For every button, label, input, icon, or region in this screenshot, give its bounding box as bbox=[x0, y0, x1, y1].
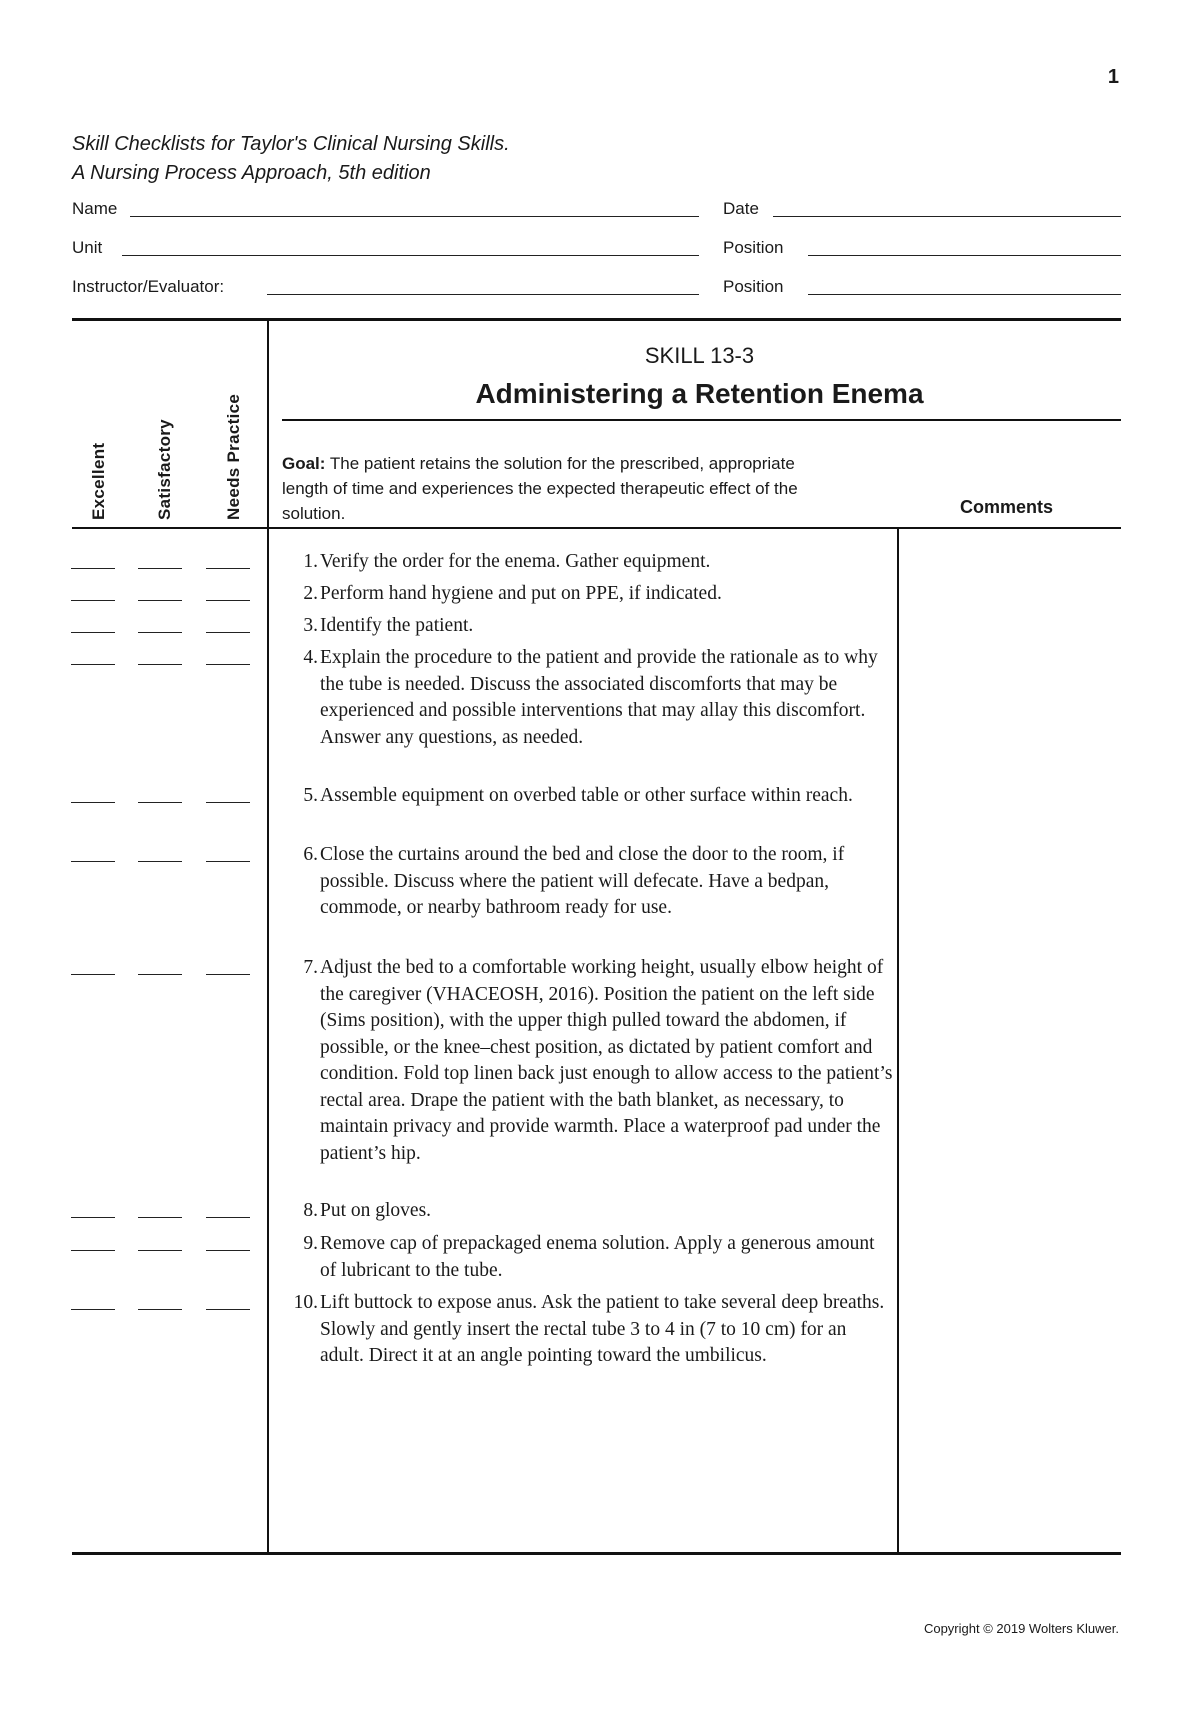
step-number: 5. bbox=[303, 785, 318, 806]
unit-label: Unit bbox=[72, 238, 103, 257]
table-bottom-rule bbox=[72, 1552, 1121, 1555]
step-4-needs-practice-blank[interactable] bbox=[206, 664, 250, 665]
step-number: 8. bbox=[303, 1200, 318, 1221]
name-label: Name bbox=[72, 199, 118, 218]
step-7-excellent-blank[interactable] bbox=[71, 974, 115, 975]
step-9-satisfactory-blank[interactable] bbox=[138, 1250, 182, 1251]
step-text: Close the curtains around the bed and close the door to the room, if possible. Discuss where the patient will defecate. Have a bedpan, commode, or nearby bathroom ready for use. bbox=[320, 844, 845, 918]
step-number: 2. bbox=[303, 583, 318, 604]
date-line[interactable] bbox=[773, 216, 1121, 217]
book-title bbox=[72, 130, 510, 188]
step-3-satisfactory-blank[interactable] bbox=[138, 632, 182, 633]
book-title-line1: Skill Checklists for Taylor's Clinical Nursing Skills. bbox=[72, 133, 510, 155]
step-5-satisfactory-blank[interactable] bbox=[138, 802, 182, 803]
step-5-needs-practice-blank[interactable] bbox=[206, 802, 250, 803]
step-6-needs-practice-blank[interactable] bbox=[206, 861, 250, 862]
position-line-2[interactable] bbox=[808, 294, 1121, 295]
step-2-excellent-blank[interactable] bbox=[71, 600, 115, 601]
step-8-satisfactory-blank[interactable] bbox=[138, 1217, 182, 1218]
step-8-excellent-blank[interactable] bbox=[71, 1217, 115, 1218]
date-label: Date bbox=[723, 199, 759, 218]
page-number: 1 bbox=[1107, 66, 1119, 88]
step-5-excellent-blank[interactable] bbox=[71, 802, 115, 803]
instructor-field[interactable] bbox=[72, 277, 699, 301]
unit-line[interactable] bbox=[122, 255, 699, 256]
step-6-excellent-blank[interactable] bbox=[71, 861, 115, 862]
goal-label: Goal: bbox=[282, 454, 326, 473]
position-label-1: Position bbox=[723, 238, 784, 257]
step-text: Explain the procedure to the patient and provide the rationale as to why the tube is needed. Discuss the associated discomforts that may be experienced and possible interventions that may allay this discomfort. Answer any questions, as needed. bbox=[320, 647, 878, 748]
step-text: Remove cap of prepackaged enema solution. Apply a generous amount of lubricant to the tube. bbox=[320, 1233, 875, 1281]
book-title-line2: A Nursing Process Approach, 5th edition bbox=[72, 162, 431, 184]
step-7-needs-practice-blank[interactable] bbox=[206, 974, 250, 975]
step-7-satisfactory-blank[interactable] bbox=[138, 974, 182, 975]
skill-number: SKILL 13-3 bbox=[644, 343, 755, 368]
step-text: Perform hand hygiene and put on PPE, if indicated. bbox=[320, 583, 722, 604]
checkbox-column-divider bbox=[267, 320, 269, 1552]
step-9-needs-practice-blank[interactable] bbox=[206, 1250, 250, 1251]
step-4-satisfactory-blank[interactable] bbox=[138, 664, 182, 665]
comments-column-divider bbox=[897, 529, 899, 1552]
position-label-2: Position bbox=[723, 277, 784, 296]
position-field-2[interactable] bbox=[723, 277, 1121, 301]
step-number: 3. bbox=[303, 615, 318, 636]
instructor-line[interactable] bbox=[267, 294, 699, 295]
step-text: Adjust the bed to a comfortable working height, usually elbow height of the caregiver (VHACEOSH, 2016). Position the patient on the left side (Sims position), with the upper thigh pulled toward the abdomen, if possible, or the knee–chest position, as dictated by patient comfort and condition. Fold top linen back just enough to allow access to the patient’s rectal area. Drape the patient with the bath blanket, as necessary, to maintain privacy and provide warmth. Place a waterproof pad under the patient’s hip. bbox=[320, 957, 893, 1164]
name-line[interactable] bbox=[130, 216, 699, 217]
step-9-excellent-blank[interactable] bbox=[71, 1250, 115, 1251]
header-bottom-rule bbox=[72, 527, 1121, 529]
step-8-needs-practice-blank[interactable] bbox=[206, 1217, 250, 1218]
step-number: 1. bbox=[303, 551, 318, 572]
step-2-satisfactory-blank[interactable] bbox=[138, 600, 182, 601]
goal-text: The patient retains the solution for the prescribed, appropriate length of time and experiences the expected therapeutic effect of the solution. bbox=[282, 454, 798, 523]
position-field-1[interactable] bbox=[723, 238, 1121, 262]
date-field[interactable] bbox=[723, 199, 1121, 223]
step-text: Put on gloves. bbox=[320, 1200, 432, 1221]
satisfactory-column-header: Satisfactory bbox=[155, 419, 174, 520]
step-4-excellent-blank[interactable] bbox=[71, 664, 115, 665]
step-10-satisfactory-blank[interactable] bbox=[138, 1309, 182, 1310]
step-3-excellent-blank[interactable] bbox=[71, 632, 115, 633]
copyright-notice: Copyright © 2019 Wolters Kluwer. bbox=[923, 1621, 1119, 1636]
step-3-needs-practice-blank[interactable] bbox=[206, 632, 250, 633]
step-text: Identify the patient. bbox=[320, 615, 474, 636]
step-number: 4. bbox=[303, 647, 318, 668]
instructor-label: Instructor/Evaluator: bbox=[72, 277, 225, 296]
step-number: 9. bbox=[303, 1233, 318, 1254]
needs-practice-column-header: Needs Practice bbox=[224, 393, 243, 520]
table-top-rule bbox=[72, 318, 1121, 321]
title-underline bbox=[282, 419, 1121, 421]
name-field[interactable] bbox=[72, 199, 699, 223]
step-1-needs-practice-blank[interactable] bbox=[206, 568, 250, 569]
step-10-excellent-blank[interactable] bbox=[71, 1309, 115, 1310]
step-number: 10. bbox=[293, 1292, 318, 1313]
position-line-1[interactable] bbox=[808, 255, 1121, 256]
goal-statement bbox=[282, 451, 842, 526]
step-text: Assemble equipment on overbed table or other surface within reach. bbox=[320, 785, 853, 806]
step-6-satisfactory-blank[interactable] bbox=[138, 861, 182, 862]
unit-field[interactable] bbox=[72, 238, 699, 262]
excellent-column-header: Excellent bbox=[89, 442, 108, 520]
step-1-satisfactory-blank[interactable] bbox=[138, 568, 182, 569]
comments-column-header: Comments bbox=[960, 497, 1054, 517]
step-10-needs-practice-blank[interactable] bbox=[206, 1309, 250, 1310]
step-1-excellent-blank[interactable] bbox=[71, 568, 115, 569]
step-2-needs-practice-blank[interactable] bbox=[206, 600, 250, 601]
step-number: 6. bbox=[303, 844, 318, 865]
skill-title: Administering a Retention Enema bbox=[475, 378, 924, 409]
step-text: Lift buttock to expose anus. Ask the patient to take several deep breaths. Slowly and gently insert the rectal tube 3 to 4 in (7 to 10 cm) for an adult. Direct it at an angle pointing toward the umbilicus. bbox=[320, 1292, 885, 1366]
step-number: 7. bbox=[303, 957, 318, 978]
step-text: Verify the order for the enema. Gather equipment. bbox=[320, 551, 711, 572]
